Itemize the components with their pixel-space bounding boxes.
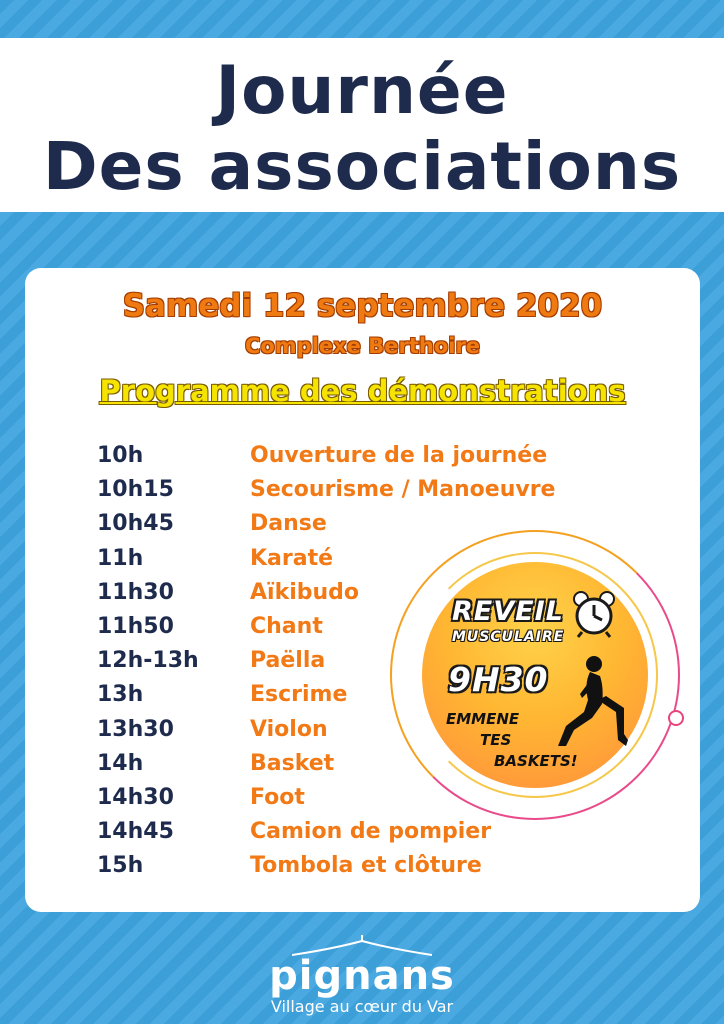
brand-logo: pignans [269, 953, 455, 999]
schedule-activity: Ouverture de la journée [250, 443, 548, 468]
schedule-time: 10h45 [97, 511, 174, 537]
schedule-time: 10h [97, 443, 144, 468]
schedule-time: 11h30 [97, 579, 174, 605]
header-band [0, 38, 724, 212]
schedule-activity: Basket [250, 750, 335, 776]
schedule-time: 14h45 [97, 819, 174, 845]
alarm-clock-icon [572, 590, 616, 638]
badge-cta-line2: TES [480, 731, 512, 749]
schedule-activity: Tombola et clôture [250, 853, 482, 879]
event-venue: Complexe Berthoire [244, 334, 481, 358]
badge-cta-line3: BASKETS! [494, 752, 578, 770]
schedule-row [97, 443, 657, 477]
schedule-time: 12h-13h [97, 648, 199, 674]
schedule-time: 14h30 [97, 784, 174, 810]
schedule-time: 11h50 [97, 613, 174, 639]
schedule-activity: Karaté [250, 545, 334, 571]
lunge-figure-icon [554, 654, 634, 754]
schedule-time: 13h30 [97, 716, 174, 742]
title-line-2: Des associations [42, 128, 682, 205]
event-date: Samedi 12 septembre 2020 [122, 288, 603, 324]
wakeup-badge [390, 530, 690, 830]
badge-time: 9H30 [448, 660, 549, 699]
schedule-activity: Danse [250, 511, 327, 537]
schedule-activity: Violon [250, 716, 328, 742]
badge-ring-dot [668, 710, 684, 726]
badge-title: REVEIL [452, 596, 564, 627]
program-title: Programme des démonstrations [99, 374, 626, 408]
brand-tagline: Village au cœur du Var [270, 997, 454, 1016]
schedule-time: 11h [97, 545, 144, 571]
schedule-activity: Secourisme / Manoeuvre [250, 477, 556, 503]
schedule-time: 15h [97, 853, 144, 879]
schedule-activity: Camion de pompier [250, 819, 492, 845]
badge-cta-line1: EMMENE [446, 710, 520, 728]
badge-circle [422, 562, 648, 788]
schedule-time: 13h [97, 682, 144, 708]
schedule-activity: Aïkibudo [250, 579, 360, 605]
schedule-time: 14h [97, 750, 144, 776]
title-line-1: Journée [215, 52, 509, 129]
schedule-activity: Escrime [250, 682, 348, 708]
schedule-activity: Paëlla [250, 648, 326, 674]
schedule-time: 10h15 [97, 477, 174, 503]
schedule-row [97, 477, 657, 511]
schedule-row [97, 853, 657, 887]
schedule-activity: Chant [250, 613, 323, 639]
schedule-activity: Foot [250, 784, 305, 810]
badge-subtitle: MUSCULAIRE [452, 629, 565, 645]
